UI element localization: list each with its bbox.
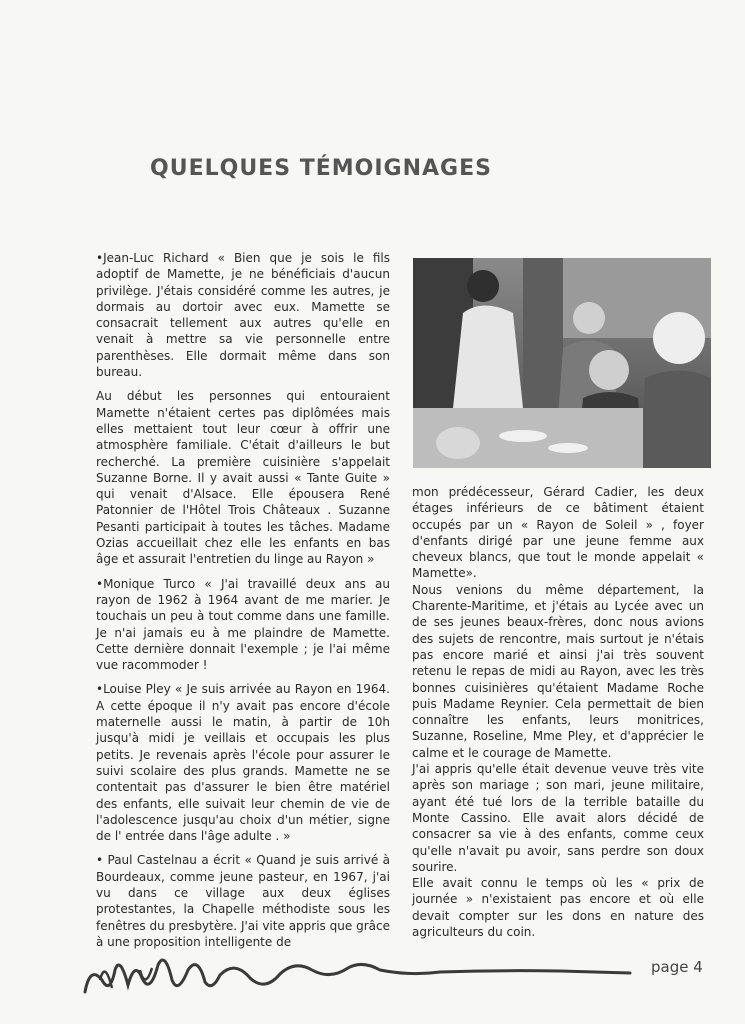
photo-illustration <box>413 258 711 468</box>
group-photo <box>413 258 711 468</box>
left-column <box>96 250 390 958</box>
testimony-paragraph: mon prédécesseur, Gérard Cadier, les deux étages inférieurs de ce bâtiment étaient occupés par un « Rayon de Soleil » , foyer d'enfants dirigé par une jeune femme aux cheveux blancs, que tout le monde appelait « Mamette». <box>412 485 704 581</box>
right-column <box>412 484 704 940</box>
signature-scribble <box>80 940 640 1000</box>
testimony-paragraph: •Monique Turco « J'ai travaillé deux ans au rayon de 1962 à 1964 avant de me marier. Je touchais un peu à tout comme dans une famille. Je n'ai jamais eu à me plaindre de Mamette. Cette dernière donnait l'exemple ; je l'ai même vue racommoder ! <box>96 576 390 673</box>
testimony-paragraph: J'ai appris qu'elle était devenue veuve très vite après son mariage ; son mari, jeune militaire, ayant été tué lors de la terrible bataille du Monte Cassino. Elle avait alors décidé de consacrer sa vie à des enfants, comme ceux qu'elle n'avait pu avoir, sans perdre son doux sourire. <box>412 762 704 874</box>
testimony-paragraph: Au début les personnes qui entouraient Mamette n'étaient certes pas diplômées mais elles mettaient tout leur cœur à offrir une atmosphère familiale. C'était d'ailleurs le but recherché. La première cuisinière s'appelait Suzanne Borne. Il y avait aussi « Tante Guite » qui venait d'Alsace. Elle épousera René Patonnier de l'Hôtel Trois Châteaux . Suzanne Pesanti participait à toutes les tâches. Madame Ozias accueillait chez elle les enfants en bas âge et assurait l'entretien du linge au Rayon » <box>96 389 390 567</box>
page-title: QUELQUES TÉMOIGNAGES <box>150 156 492 181</box>
page-number: page 4 <box>651 958 703 976</box>
testimony-paragraph: Nous venions du même département, la Charente-Maritime, et j'étais au Lycée avec un de ses jeunes beaux-frères, donc nous avions des sujets de rencontre, mais surtout je n'étais pas encore marié et ainsi j'ai très souvent retenu le repas de midi au Rayon, avec les très bonnes cuisinières qu'étaient Madame Roche puis Madame Reynier. Cela permettait de bien connaître les enfants, leurs monitrices, Suzanne, Roseline, Mme Pley, et d'apprécier le calme et le courage de Mamette. <box>412 582 704 760</box>
testimony-paragraph: •Jean-Luc Richard « Bien que je sois le fils adoptif de Mamette, je ne bénéficiais d'aucun privilège. J'étais considéré comme les autres, je dormais au dortoir avec eux. Mamette se consacrait tellement aux autres qu'elle en venait à mettre sa vie personnelle entre parenthèses. Elle dormait même dans son bureau. <box>96 251 390 380</box>
testimony-paragraph: Elle avait connu le temps où les « prix de journée » n'existaient pas encore et où elle devait compter sur les dons en nature des agriculteurs du coin. <box>412 876 704 940</box>
testimony-paragraph: •Louise Pley « Je suis arrivée au Rayon en 1964. A cette époque il n'y avait pas encore d'école maternelle aussi le matin, à partir de 10h jusqu'à midi je veillais et occupais les plus petits. Je revenais après l'école pour assurer le suivi scolaire des plus grands. Mamette ne se contentait pas d'assurer le bien être matériel des enfants, elle suivait leur chemin de vie de l'adolescence jusqu'au choix d'un métier, signe de l' entrée dans l'âge adulte . » <box>96 682 390 844</box>
testimony-paragraph: • Paul Castelnau a écrit « Quand je suis arrivé à Bourdeaux, comme jeune pasteur, en 1967, j'ai vu dans ce village aux deux églises protestantes, la Chapelle méthodiste sous les fenêtres du presbytère. J'ai vite appris que grâce à une proposition intelligente de <box>96 853 390 949</box>
